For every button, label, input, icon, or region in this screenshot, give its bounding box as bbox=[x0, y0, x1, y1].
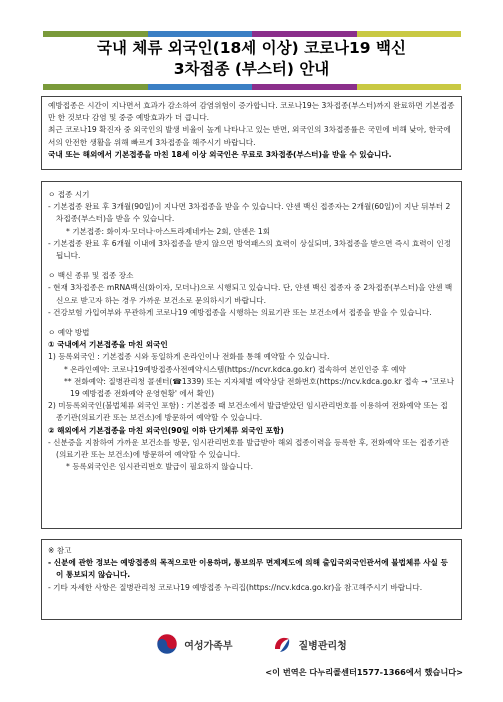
intro-paragraph-2: 최근 코로나19 확진자 중 외국인의 발생 비율이 높게 나타나고 있는 반면, 외국인의 3차접종률은 국민에 비해 낮아, 한국에서의 안전한 생활을 위해 빠르게 3차접종을 해주시기 바랍니다. bbox=[48, 125, 451, 147]
page-title bbox=[0, 38, 503, 80]
kdca-name: 질병관리청 bbox=[298, 640, 347, 652]
intro-highlight: 국내 또는 해외에서 기본접종을 마친 18세 이상 외국인은 무료로 3차접종(부스터)을 받을 수 있습니다. bbox=[48, 149, 392, 159]
reserve-online-note: * 온라인예약: 코로나19예방접종사전예약시스템(https://ncvr.kdca.go.kr) 접속하여 본인인증 후 예약 bbox=[64, 364, 406, 374]
title-line-1: 국내 체류 외국인(18세 이상) 코로나19 백신 bbox=[97, 39, 406, 57]
mogef-name: 여성가족부 bbox=[184, 640, 233, 652]
reserve-phone-note: ** 전화예약: 질병관리청 콜센터(☎1339) 또는 지자체별 예약상담 전화번호(https://ncv.kdca.go.kr 접속 → '코로나19 예방접종 전화예약 운영현황' 에서 확인) bbox=[64, 376, 455, 399]
mogef-logo bbox=[156, 633, 232, 655]
header-color-bar-bottom bbox=[43, 84, 461, 90]
reserve-unregistered: 2) 미등록외국인(불법체류 외국인 포함) : 기본접종 때 보건소에서 발급받았던 임시관리번호를 이용하여 전화예약 또는 접종기관(의료기관 또는 보건소)에 방문하여 예약할 수 있습니다. bbox=[48, 401, 448, 423]
section-vaccine-title: ㅇ 백신 종류 및 접종 장소 bbox=[48, 271, 134, 281]
header-color-bar-top bbox=[43, 31, 461, 37]
notes-title: ※ 참고 bbox=[48, 546, 72, 555]
footer-credit: <이 번역은 다누리콜센터1577-1366에서 했습니다> bbox=[265, 667, 463, 677]
notes-item-1: - 신분에 관한 정보는 예방접종의 목적으로만 이용하며, 통보의무 면제제도에 의해 출입국외국인관서에 불법체류 사실 등이 통보되지 않습니다. bbox=[48, 558, 448, 580]
reserve-domestic-heading: ① 국내에서 기본접종을 마친 외국인 bbox=[48, 340, 168, 350]
vaccine-item-2: - 건강보험 가입여부와 무관하게 코로나19 예방접종을 시행하는 의료기관 또는 보건소에서 접종을 받을 수 있습니다. bbox=[48, 307, 432, 317]
main-info-box bbox=[41, 181, 462, 529]
reserve-overseas-note: * 등록외국인은 임시관리번호 발급이 필요하지 않습니다. bbox=[66, 462, 253, 472]
intro-box bbox=[41, 96, 462, 170]
section-reserve-title: ㅇ 예약 방법 bbox=[48, 328, 90, 338]
reserve-overseas-item: - 신분증을 지참하여 가까운 보건소를 방문, 임시관리번호를 발급받아 해외 접종이력을 등록한 후, 전화예약 또는 접종기관(의료기관 또는 보건소)에 방문하여 예약할 수 있습니다. bbox=[48, 437, 449, 460]
logo-row bbox=[0, 633, 503, 655]
vaccine-item-1: - 현재 3차접종은 mRNA백신(화이자, 모더나)으로 시행되고 있습니다. 단, 얀센 백신 접종자 중 2차접종(부스터)을 얀센 백신으로 받고자 하는 경우 가까운 보건소로 문의하시기 바랍니다. bbox=[48, 283, 453, 305]
kdca-emblem-icon bbox=[271, 633, 293, 655]
reserve-overseas-heading: ② 해외에서 기본접종을 마친 외국인(90일 이하 단기체류 외국인 포함) bbox=[48, 425, 284, 435]
timing-item-1: - 기본접종 완료 후 3개월(90일)이 지나면 3차접종을 받을 수 있습니다. 얀센 백신 접종자는 2개월(60일)이 지난 뒤부터 2차접종(부스터)을 받을 수 있습니다. bbox=[48, 202, 451, 224]
timing-item-2: - 기본접종 완료 후 6개월 이내에 3차접종을 받지 않으면 방역패스의 효력이 상실되며, 3차접종을 받으면 즉시 효력이 인정됩니다. bbox=[48, 238, 452, 261]
title-line-2: 3차접종 (부스터) 안내 bbox=[173, 60, 330, 78]
intro-paragraph-1: 예방접종은 시간이 지나면서 효과가 감소하여 감염위험이 증가합니다. 코로나19는 3차접종(부스터)까지 완료하면 기본접종만 한 것보다 감염 및 중증 예방효과가 더 큽니다. bbox=[48, 101, 455, 123]
timing-note: * 기본접종: 화이자·모더나·아스트라제네카는 2회, 얀센은 1회 bbox=[66, 226, 271, 236]
section-timing-title: ㅇ 접종 시기 bbox=[48, 190, 90, 199]
taegeuk-icon bbox=[156, 633, 178, 655]
reserve-registered: 1) 등록외국인 : 기본접종 시와 동일하게 온라인이나 전화를 통해 예약할 수 있습니다. bbox=[48, 352, 330, 362]
notes-box bbox=[41, 539, 462, 620]
kdca-logo bbox=[271, 633, 347, 655]
notes-item-2: - 기타 자세한 사항은 질병관리청 코로나19 예방접종 누리집(https://ncv.kdca.go.kr)을 참고해주시기 바랍니다. bbox=[48, 582, 423, 592]
